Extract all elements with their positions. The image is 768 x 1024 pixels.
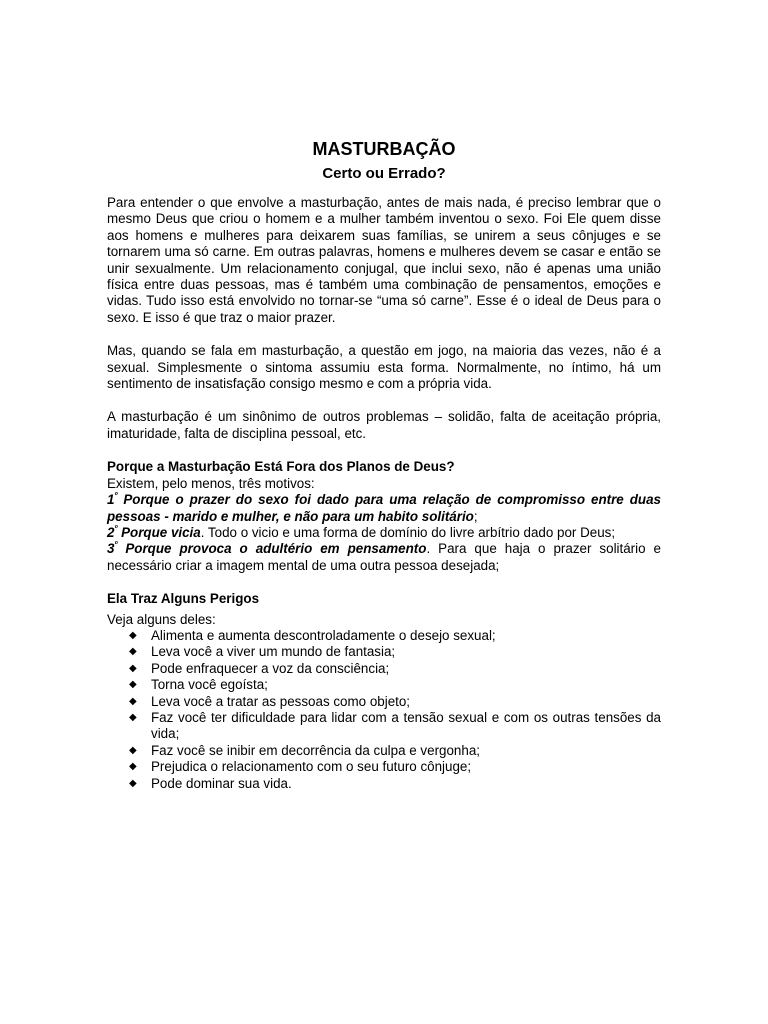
list-item	[107, 628, 661, 644]
document-subtitle: Certo ou Errado?	[322, 165, 446, 182]
section-intro-reasons: Existem, pelo menos, três motivos:	[107, 475, 315, 491]
paragraph-intro: Para entender o que envolve a masturbação, antes de mais nada, é preciso lembrar que o mesmo Deus que criou o homem e a mulher também inventou o sexo. Foi Ele quem disse aos homens e mulheres para deixarem suas famílias, se unirem a seus cônjuges e se tornarem uma só carne. Em outras palavras, homens e mulheres devem se casar e então se unir sexualmente. Um relacionamento conjugal, que inclui sexo, não é apenas uma união física entre duas pessoas, mas é também uma combinação de pensamentos, emoções e vidas. Tudo isso está envolvido no tornar-se “uma só carne”. Esse é o ideal de Deus para o sexo. E isso é que traz o maior prazer.	[107, 195, 661, 325]
list-item-text: Alimenta e aumenta descontroladamente o desejo sexual;	[151, 627, 496, 643]
list-item	[107, 661, 661, 677]
paragraph-synonym: A masturbação é um sinônimo de outros problemas – solidão, falta de aceitação própria, imaturidade, falta de disciplina pessoal, etc.	[107, 409, 661, 441]
document-title: MASTURBAÇÃO	[312, 139, 456, 159]
motive-bold-text: Porque vicia	[117, 524, 201, 540]
diamond-bullet-icon: ◆	[129, 646, 137, 658]
motive-number: 3	[107, 541, 115, 557]
motive-rest-text: ;	[473, 508, 478, 524]
document-body	[107, 138, 661, 792]
diamond-bullet-icon: ◆	[129, 777, 137, 789]
list-item-text: Pode enfraquecer a voz da consciência;	[151, 660, 390, 676]
diamond-bullet-icon: ◆	[129, 679, 137, 691]
motive-ordinal: º	[114, 540, 118, 550]
motive-bold-text: Porque provoca o adultério em pensamento	[117, 541, 427, 557]
list-item	[107, 710, 661, 743]
motive-item	[107, 525, 661, 541]
list-item-text: Faz você se inibir em decorrência da culpa e vergonha;	[151, 742, 480, 758]
section-intro-dangers: Veja alguns deles:	[107, 611, 216, 627]
paragraph-symptom: Mas, quando se fala em masturbação, a questão em jogo, na maioria das vezes, não é a sexual. Simplesmente o sintoma assumiu esta forma. Normalmente, no íntimo, há um sentimento de insatisfação consigo mesmo e com a própria vida.	[107, 343, 661, 392]
list-item	[107, 743, 661, 759]
motive-bold-text: Porque o prazer do sexo foi dado para uma relação de compromisso entre duas pessoas - marido e mulher, e não para um habito solitário	[107, 492, 661, 524]
diamond-bullet-icon: ◆	[129, 629, 137, 641]
section-heading-dangers: Ela Traz Alguns Perigos	[107, 591, 260, 607]
section-heading-reasons: Porque a Masturbação Está Fora dos Planos de Deus?	[107, 459, 455, 475]
diamond-bullet-icon: ◆	[129, 662, 137, 674]
list-item-text: Leva você a viver um mundo de fantasia;	[151, 644, 396, 660]
motive-number: 1	[107, 492, 115, 508]
motive-number: 2	[107, 524, 115, 540]
motive-rest-text: . Para que haja o prazer solitário e necessário criar a imagem mental de uma outra pessoa desejada;	[107, 541, 661, 573]
motive-item	[107, 492, 661, 525]
motive-ordinal: º	[114, 491, 118, 501]
list-item	[107, 644, 661, 660]
diamond-bullet-icon: ◆	[129, 695, 137, 707]
list-item-text: Prejudica o relacionamento com o seu futuro cônjuge;	[151, 759, 472, 775]
diamond-bullet-icon: ◆	[129, 744, 137, 756]
motive-item	[107, 541, 661, 574]
list-item-text: Leva você a tratar as pessoas como objeto;	[151, 693, 411, 709]
dangers-list	[107, 628, 661, 792]
diamond-bullet-icon: ◆	[129, 711, 137, 723]
list-item-text: Faz você ter dificuldade para lidar com a tensão sexual e com os outras tensões da vida;	[151, 709, 661, 742]
diamond-bullet-icon: ◆	[129, 761, 137, 773]
list-item	[107, 694, 661, 710]
motive-ordinal: º	[114, 523, 118, 533]
list-item	[107, 677, 661, 693]
motive-rest-text: . Todo o vicio e uma forma de domínio do livre arbítrio dado por Deus;	[200, 524, 616, 540]
list-item-text: Pode dominar sua vida.	[151, 775, 292, 791]
list-item-text: Torna você egoísta;	[151, 677, 268, 693]
list-item	[107, 776, 661, 792]
list-item	[107, 759, 661, 775]
